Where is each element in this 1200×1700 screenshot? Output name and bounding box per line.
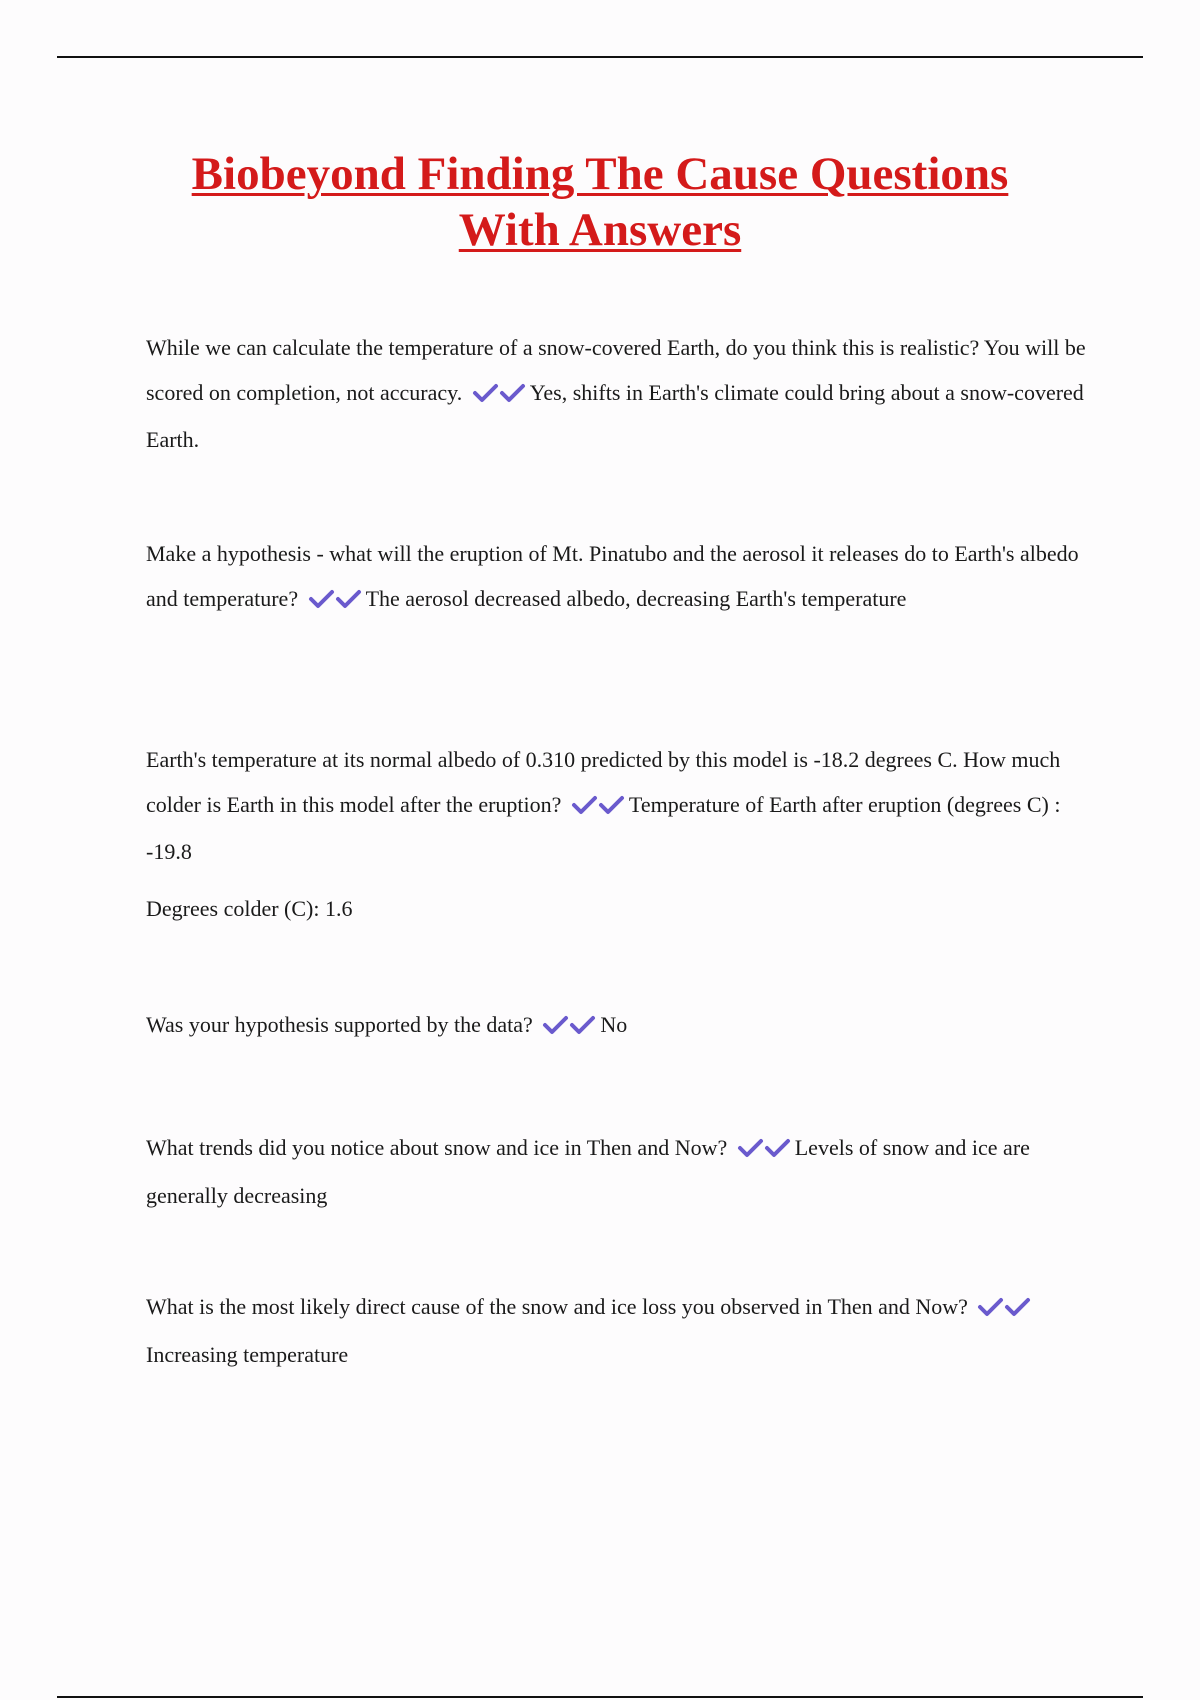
double-check-icon: [977, 1288, 1033, 1333]
answer-extra: Degrees colder (C): 1.6: [146, 895, 353, 921]
answer-text: Yes, shifts in Earth's climate could bring about a snow-covered Earth.: [146, 379, 1084, 452]
answer-text: The aerosol decreased albedo, decreasing Earth's temperature: [365, 585, 907, 611]
title-line-1: Biobeyond Finding The Cause Questions: [191, 148, 1009, 200]
question-text: Was your hypothesis supported by the data?: [146, 1012, 533, 1037]
top-rule: [57, 56, 1143, 58]
question-text: What is the most likely direct cause of the snow and ice loss you observed in Then and Now?: [146, 1294, 968, 1319]
qa-item-1: [146, 326, 1086, 463]
qa-item-3: [146, 738, 1086, 931]
qa-item-4: [146, 1003, 1086, 1051]
double-check-icon: [542, 1006, 598, 1051]
double-check-icon: [308, 580, 364, 625]
question-text: Earth's temperature at its normal albedo of 0.310 predicted by this model is -18.2 degrees C. How much colder is Earth in this model after the eruption?: [146, 747, 1061, 817]
bottom-rule: [57, 1696, 1143, 1698]
question-text: While we can calculate the temperature of a snow-covered Earth, do you think this is realistic? You will be scored on completion, not accuracy.: [146, 335, 1086, 405]
question-text: Make a hypothesis - what will the eruption of Mt. Pinatubo and the aerosol it releases do to Earth's albedo and temperature?: [146, 541, 1079, 611]
double-check-icon: [571, 786, 627, 831]
double-check-icon: [737, 1129, 793, 1174]
title-line-2: With Answers: [458, 204, 742, 256]
answer-text: No: [600, 1012, 628, 1037]
qa-item-6: [146, 1285, 1086, 1377]
answer-text: Temperature of Earth after eruption (degrees C) : -19.8: [146, 791, 1061, 864]
document-title: [100, 146, 1100, 258]
answer-text: Increasing temperature: [146, 1341, 349, 1367]
qa-item-2: [146, 532, 1086, 624]
answer-text: Levels of snow and ice are generally decreasing: [146, 1135, 1030, 1208]
double-check-icon: [472, 374, 528, 419]
question-text: What trends did you notice about snow and ice in Then and Now?: [146, 1135, 728, 1160]
qa-item-5: [146, 1126, 1086, 1218]
